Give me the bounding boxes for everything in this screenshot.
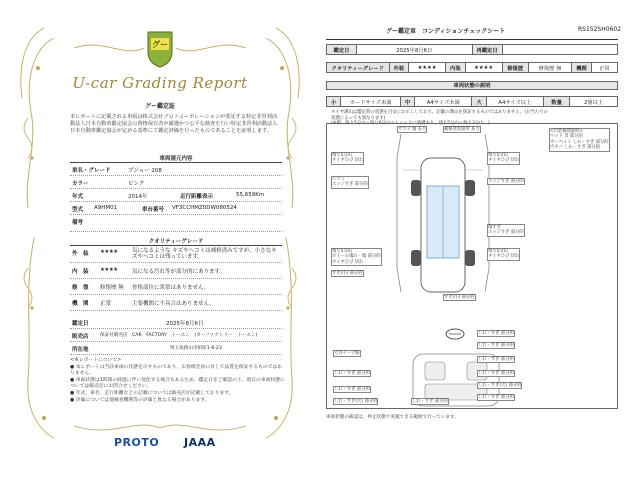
car-side-left-icon <box>357 128 407 298</box>
int-value: ★★★★ <box>465 63 502 73</box>
note-line: ● 評価については他検査機関等の評価と異なる場合があります。 <box>70 397 210 403</box>
interior-label: しわ・すぎ 部分的 <box>334 371 370 376</box>
goo-kantei-logo-icon <box>145 30 175 68</box>
condition-check-sheet <box>326 26 622 456</box>
size-small-desc: カードサイズ未満 <box>341 97 401 107</box>
damage-label: 残り5分山 タイヤひび 切れ <box>488 153 520 164</box>
car-top-view-icon <box>403 150 483 300</box>
size-medium: 中 <box>400 97 414 107</box>
date-value: 2025年8月6日 <box>356 45 472 55</box>
vehicle-color-row <box>70 177 282 189</box>
date-label: 鑑定日 <box>327 45 357 55</box>
model-label: 型式 <box>72 207 84 213</box>
damage-label: すぎ(小) 部分的 <box>332 271 363 276</box>
model-value: A9HM01 <box>94 205 118 211</box>
jaaa-logo: JAAA <box>184 436 216 449</box>
interior-label: しわ・すぎ 部分的 <box>478 371 514 376</box>
repair-label: 修復歴 <box>502 63 528 73</box>
damage-label: すぎ(小) 部分的 <box>444 295 475 300</box>
location-row <box>70 343 282 355</box>
appraisal-date-value: 2025年8月6日 <box>166 321 204 327</box>
date-table <box>326 44 618 55</box>
vehicle-name-label: 車名・グレード <box>72 168 111 174</box>
size-large-desc: A4サイズ以上 <box>486 97 543 107</box>
repair-label: 修 復 <box>72 285 89 291</box>
vehicle-name-value: プジョー 208 <box>128 168 162 174</box>
damage-label: 残り5分山 ホイール傷れ・傷 部分的 タイヤひび 切れ <box>332 249 381 265</box>
tire-note: タイヤ溝山は鑑定時の状態を目安にお示ししており、記載の溝山を保証するものではありません。(日当たりの状態によっても異なります) (※例：残り5分山～残り6分山のトレッドに残溝あり。残り5分山～残り3分山...) <box>331 110 549 127</box>
damage-label: 残り5分山 タイヤひび 切れ <box>488 249 520 260</box>
vehicle-model-row <box>70 203 282 215</box>
vehicle-year-row <box>70 190 282 202</box>
int-label: 内装 <box>446 63 466 73</box>
appraisal-date-label: 鑑定日 <box>72 321 89 327</box>
size-large: 大 <box>472 97 486 107</box>
vin-value: VF3CCHMZ0DW080524 <box>172 205 237 211</box>
certificate-intro: 本レポートに記載される車両は株式会社プロトコーポレーションが委託する特定非営利活動法人日本自動車鑑定協会の資格保有者が厳選かつ公平な検査を行い特定非営利活動法人日本自動車鑑定協会が定める基準にて鑑定評価を行ったものであることを証明します。 <box>70 114 278 134</box>
interior-label: しわ・すぎ 部分的 <box>334 387 370 392</box>
size-legend-table <box>326 96 618 107</box>
interior-label: しわ・すぎ 部分的 <box>412 399 448 404</box>
interior-label: しわ・すぎ(大) 部分的 <box>334 399 378 404</box>
size-medium-desc: A4サイズ未満 <box>415 97 472 107</box>
sheet-code: RS152SH0602 <box>578 26 622 33</box>
damage-label: ヘコミ エッジすぎ 部分的 <box>332 177 368 188</box>
damage-label: 残り5分山 タイヤひび 切れ <box>332 153 364 164</box>
divider <box>70 245 282 246</box>
note-line: ● 本レポートは当該車両の状態を示すものであり、お客様全員に対して品質を保証するものではありません。 <box>70 364 282 377</box>
grade-table <box>326 62 618 73</box>
exterior-row <box>70 247 282 263</box>
damage-label: ガラス 傷 あり <box>398 127 427 132</box>
interior-label: 内 装 <box>72 269 89 275</box>
grade-label: クオリティーグレード <box>327 63 390 73</box>
sheet-footer: 車両状態の確認は、停止状態で実施できる範囲で行っています。 <box>326 415 459 420</box>
grading-certificate <box>14 8 306 450</box>
damage-label: 補修塗装箇所 あり <box>444 127 480 132</box>
vehicle-color-value: ピンク <box>128 181 145 187</box>
quality-section-title: クオリティーグレード <box>148 239 204 245</box>
logo-text: グー <box>152 40 168 49</box>
dealer-label: 販売店 <box>72 334 89 340</box>
mech-label: 機 関 <box>72 301 89 307</box>
divider <box>326 39 618 40</box>
mech-value: 正常 <box>591 63 617 73</box>
recheck-value <box>502 45 617 55</box>
proto-logo: PROTO <box>114 436 160 449</box>
location-label: 所在地 <box>72 347 89 353</box>
footer-logos <box>114 436 234 452</box>
mech-text: 主要機関に不具合はありません。 <box>132 301 215 307</box>
note-line: ● 年式、車名、走行距離などの記載については販売店が記載しております。 <box>70 390 234 396</box>
interior-label: しわ・すぎ 部分的 <box>478 357 514 362</box>
exterior-text: 気になるような キズやヘコミは補修済みですが、小さなキズやヘコミは残っています。 <box>132 248 277 261</box>
note-line: <車レポートについて> <box>70 358 122 363</box>
vehicle-state-title: 車両状態の説明 <box>326 81 618 90</box>
count-label: 数量 <box>543 97 569 107</box>
ext-value: ★★★★ <box>409 63 446 73</box>
note-line: ● 車両状態は1時間の経過に伴い変化する場合もあるため、鑑定日をご確認の上、現在の車両状態については販売店にお問合せください。 <box>70 377 285 390</box>
vehicle-year-value: 2014年 <box>128 194 148 200</box>
interior-label: しわ・すぎ 部分的 <box>478 331 514 336</box>
vehicle-year-label: 年式 <box>72 194 84 200</box>
repair-text: 骨格部位に異常はありません。 <box>132 285 210 291</box>
interior-text: 気になる汚れ等が部分的にあります。 <box>132 269 226 275</box>
repair-value: 修復歴 無 <box>100 285 124 291</box>
vehicle-name-row <box>70 164 282 176</box>
vehicle-section-title: 車両諸元内容 <box>159 156 193 162</box>
certificate-notes <box>70 358 286 404</box>
sheet-title: グー鑑定車 コンディションチェックシート <box>386 28 506 35</box>
interior-stars: ★★★★ <box>100 267 118 273</box>
size-small: 小 <box>327 97 341 107</box>
recheck-label: 再鑑定日 <box>472 45 502 55</box>
damage-label: エッジすぎ 部分的 <box>488 179 524 184</box>
vin-label: 車台番号 <box>142 207 165 213</box>
mechanical-row <box>70 297 282 311</box>
exterior-stars: ★★★★ <box>100 249 118 255</box>
appraisal-date-row <box>70 317 282 329</box>
exterior-label: 外 装 <box>72 251 89 257</box>
mech-label: 機関 <box>572 63 592 73</box>
ext-label: 外装 <box>389 63 409 73</box>
damage-label: 傷すぎ エッジすぎ 部分的 <box>488 225 524 236</box>
certificate-title: U-car Grading Report <box>72 74 248 92</box>
repair-row <box>70 281 282 295</box>
interior-label: 天井テープ跡 <box>334 351 360 356</box>
interior-label: しわ・すぎ 部分的 <box>478 343 514 348</box>
mileage-label: 走行距離表示 <box>180 194 214 200</box>
dealer-row <box>70 330 282 342</box>
remarks-label: 備考 <box>72 220 84 226</box>
location-value: 埼玉県狭山市柏原1-6-23 <box>170 346 222 351</box>
dealer-value: 保証付販売店 CAR FACTORY トーエン (カーファクトリー トーエン) <box>100 333 258 338</box>
repair-value: 修復歴 無 <box>528 63 572 73</box>
mileage-value: 55,659Km <box>236 192 265 198</box>
remarks-row <box>70 216 282 232</box>
certificate-subtitle: グー鑑定証 <box>144 103 175 110</box>
mech-value: 正常 <box>100 301 112 307</box>
interior-repair-note: <内装修理説明> ベッド 等 部分的 カーペット しわ・すぎ 部分的 内カバ しわ・すぎ 部分的 <box>550 129 609 151</box>
vehicle-color-label: カラー <box>72 181 89 187</box>
steering-wheel-icon <box>445 328 465 340</box>
interior-row <box>70 265 282 279</box>
divider <box>70 162 282 163</box>
interior-label: しわ・すぎ 部分的 <box>478 395 514 400</box>
interior-label: しわ・すぎ(大) 部分的 <box>478 383 522 388</box>
vehicle-diagram <box>326 123 618 409</box>
count-value: 2箇以上 <box>570 97 618 107</box>
